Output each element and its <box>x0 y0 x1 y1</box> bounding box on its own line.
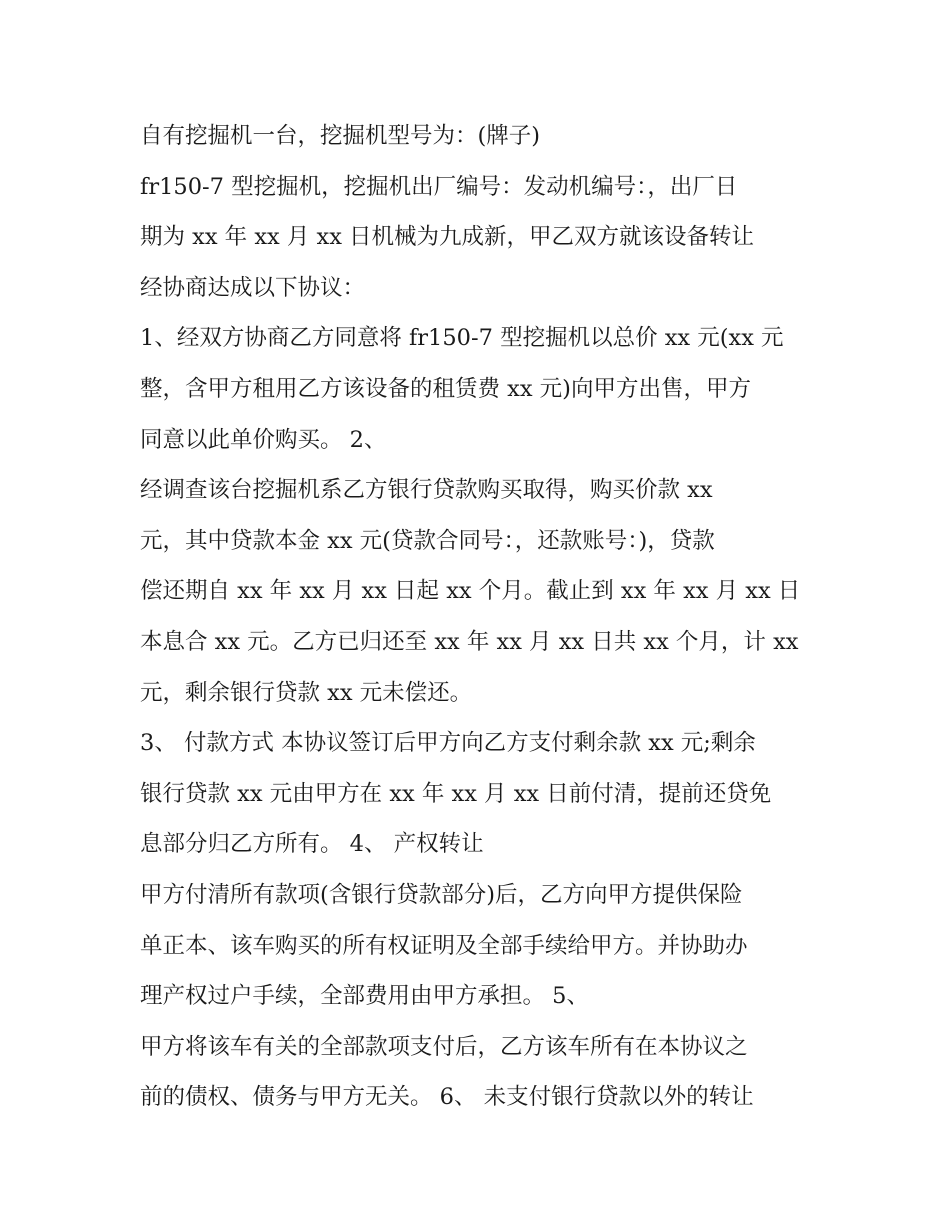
text-line: 元，剩余银行贷款 xx 元未偿还。 <box>140 679 473 706</box>
text-line: 甲方付清所有款项(含银行贷款部分)后，乙方向甲方提供保险 <box>140 881 743 908</box>
text-line: 甲方将该车有关的全部款项支付后，乙方该车所有在本协议之 <box>140 1033 748 1060</box>
text-line: 经协商达成以下协议： <box>140 274 366 301</box>
text-line: 单正本、该车购买的所有权证明及全部手续给甲方。并协助办 <box>140 932 748 959</box>
text-line: 整，含甲方租用乙方该设备的租赁费 xx 元)向甲方出售，甲方 <box>140 375 751 402</box>
text-line: 1、经双方协商乙方同意将 fr150-7 型挖掘机以总价 xx 元(xx 元 <box>140 325 784 352</box>
text-line: 元，其中贷款本金 xx 元(贷款合同号：，还款账号：)，贷款 <box>140 527 715 554</box>
text-line: 前的债权、债务与甲方无关。 6、 未支付银行贷款以外的转让 <box>140 1084 754 1111</box>
text-line: 理产权过户手续，全部费用由甲方承担。 5、 <box>140 983 589 1010</box>
text-line: 经调查该台挖掘机系乙方银行贷款购买取得，购买价款 xx <box>140 477 713 504</box>
text-line: fr150-7 型挖掘机，挖掘机出厂编号：发动机编号：，出厂日 <box>140 173 738 200</box>
text-line: 本息合 xx 元。乙方已归还至 xx 年 xx 月 xx 日共 xx 个月，计 xx <box>140 628 799 655</box>
text-line: 息部分归乙方所有。 4、 产权转让 <box>140 831 484 858</box>
text-line: 自有挖掘机一台，挖掘机型号为：(牌子) <box>140 123 541 149</box>
text-line: 银行贷款 xx 元由甲方在 xx 年 xx 月 xx 日前付清，提前还贷免 <box>140 780 772 807</box>
text-line: 偿还期自 xx 年 xx 月 xx 日起 xx 个月。截止到 xx 年 xx 月 xx 日 <box>140 578 801 605</box>
text-line: 同意以此单价购买。 2、 <box>140 426 387 453</box>
text-line: 期为 xx 年 xx 月 xx 日机械为九成新，甲乙双方就该设备转让 <box>140 224 755 251</box>
text-line: 3、 付款方式 本协议签订后甲方向乙方支付剩余款 xx 元;剩余 <box>140 730 756 757</box>
document-body <box>140 111 820 1123</box>
